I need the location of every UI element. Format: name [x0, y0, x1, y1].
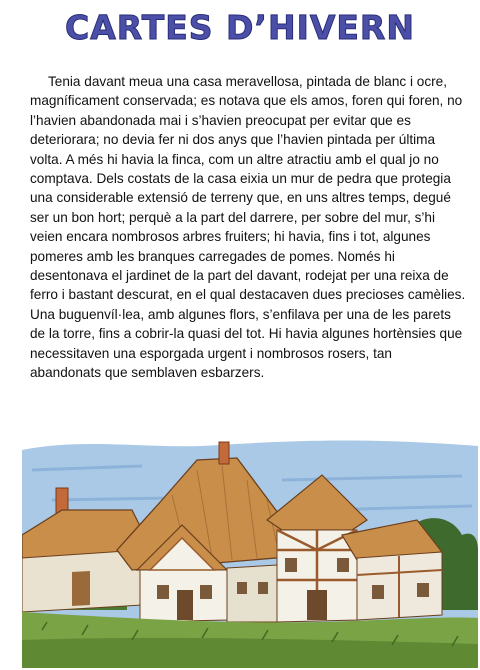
grass-front	[22, 638, 478, 668]
window	[157, 585, 169, 599]
chimney-main	[219, 442, 229, 464]
middle-wall	[227, 565, 277, 622]
page-title: CARTES D’HIVERN	[65, 8, 415, 47]
window	[417, 583, 429, 597]
left-wing-door	[72, 571, 90, 606]
story-paragraph: Tenia davant meua una casa meravellosa, pintada de blanc i ocre, magníficament conservada; es notava que els amos, foren qui foren, no l’havien abandonada mai i s’havien preocupat per evitar que es deteriorara; no devia fer ni dos anys que l’havien pintada per última volta. A més hi havia la finca, com un altre atractiu amb el qual jo no comptava. Dels costats de la casa eixia un mur de pedra que protegia una considerable extensió de terreny que, en uns altres temps, degué ser un bon hort; perquè a la part del darrere, per sobre del mur, s’hi veien encara nombrosos arbres fruiters; hi havia, fins i tot, algunes pomeres amb les branques carregades de pomes. Només hi desentonava el jardinet de la part del davant, rodejat per una reixa de ferro i bastant descurat, en el qual destacaven dues precioses camèlies. Una buguenvíl·lea, amb algunes flors, s’enfilava per una de les parets de la torre, fins a cobrir-la quasi del tot. Hi havia algunes hortènsies que necessitaven una esporgada urgent i nombrosos rosers, tan abandonats que semblaven esbarzers.	[30, 74, 466, 381]
farmhouse-illustration	[22, 440, 478, 668]
window	[258, 582, 268, 594]
door	[177, 590, 193, 620]
window	[200, 585, 212, 599]
window	[372, 585, 384, 599]
window	[285, 558, 297, 572]
window	[237, 582, 247, 594]
story-text	[30, 72, 466, 383]
window	[337, 558, 349, 572]
door	[307, 590, 327, 620]
